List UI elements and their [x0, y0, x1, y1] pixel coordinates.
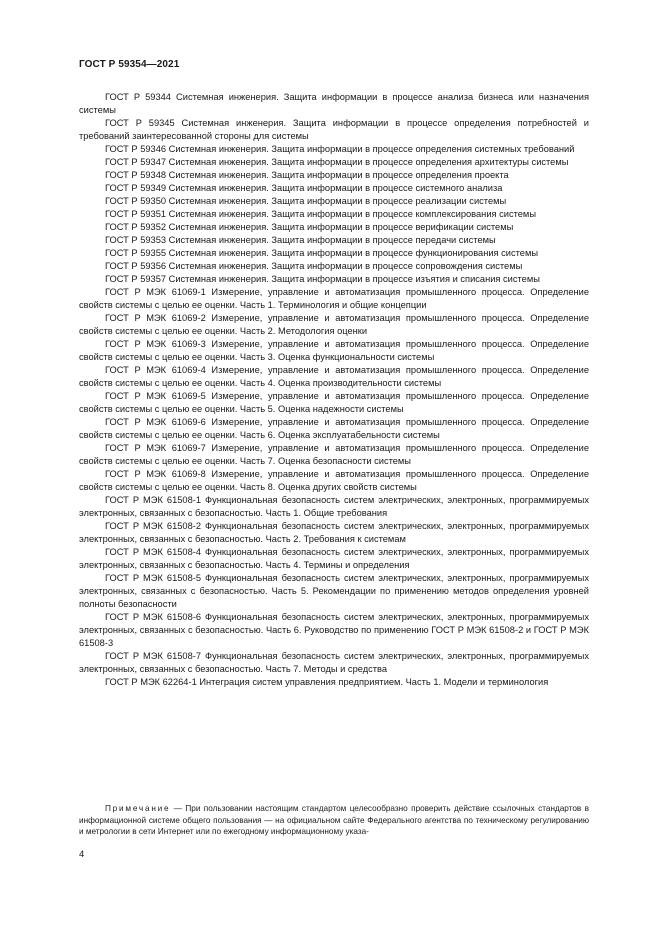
reference-item: ГОСТ Р МЭК 61069-4 Измерение, управление и автоматизация промышленного процесса. Определение свойств системы с целью ее оценки. Часть 4. Оценка производительности системы: [79, 365, 589, 388]
reference-item: ГОСТ Р 59352 Системная инженерия. Защита информации в процессе верификации системы: [105, 222, 514, 232]
reference-item: ГОСТ Р 59355 Системная инженерия. Защита информации в процессе функционирования системы: [105, 248, 539, 258]
reference-item: ГОСТ Р МЭК 61069-3 Измерение, управление и автоматизация промышленного процесса. Определение свойств системы с целью ее оценки. Часть 3. Оценка функциональности системы: [79, 339, 589, 362]
note-text: — При пользовании настоящим стандартом целесообразно проверить действие ссылочных стандартов в информационной системе общего пользования — на официальном сайте Федерального агентства по техническому регулированию и метрологии в сети Интернет или по ежегодному информационному указа-: [79, 804, 589, 836]
note-label: Примечание: [105, 804, 171, 813]
reference-item: ГОСТ Р МЭК 61069-7 Измерение, управление и автоматизация промышленного процесса. Определение свойств системы с целью ее оценки. Часть 7. Оценка безопасности системы: [79, 443, 589, 466]
reference-item: ГОСТ Р МЭК 61069-5 Измерение, управление и автоматизация промышленного процесса. Определение свойств системы с целью ее оценки. Часть 5. Оценка надежности системы: [79, 391, 589, 414]
reference-item: ГОСТ Р 59353 Системная инженерия. Защита информации в процессе передачи системы: [105, 235, 496, 245]
reference-item: ГОСТ Р 59346 Системная инженерия. Защита информации в процессе определения системных требований: [105, 144, 575, 154]
reference-item: ГОСТ Р 59356 Системная инженерия. Защита информации в процессе сопровождения системы: [105, 261, 523, 271]
reference-item: ГОСТ Р МЭК 61508-2 Функциональная безопасность систем электрических, электронных, программируемых электронных, связанных с безопасностью. Часть 2. Требования к системам: [79, 521, 589, 544]
reference-item: ГОСТ Р 59344 Системная инженерия. Защита информации в процессе анализа бизнеса или назначения системы: [79, 92, 589, 115]
reference-item: ГОСТ Р МЭК 61508-7 Функциональная безопасность систем электрических, электронных, программируемых электронных, связанных с безопасностью. Часть 7. Методы и средства: [79, 651, 589, 674]
reference-item: ГОСТ Р МЭК 61069-2 Измерение, управление и автоматизация промышленного процесса. Определение свойств системы с целью ее оценки. Часть 2. Методология оценки: [79, 313, 589, 336]
reference-item: ГОСТ Р МЭК 61508-1 Функциональная безопасность систем электрических, электронных, программируемых электронных, связанных с безопасностью. Часть 1. Общие требования: [79, 495, 589, 518]
note-paragraph: [79, 803, 589, 838]
reference-item: ГОСТ Р МЭК 61069-6 Измерение, управление и автоматизация промышленного процесса. Определение свойств системы с целью ее оценки. Часть 6. Оценка эксплуатабельности системы: [79, 417, 589, 440]
reference-item: ГОСТ Р 59349 Системная инженерия. Защита информации в процессе системного анализа: [105, 183, 503, 193]
reference-item: ГОСТ Р МЭК 61069-8 Измерение, управление и автоматизация промышленного процесса. Определение свойств системы с целью ее оценки. Часть 8. Оценка других свойств системы: [79, 469, 589, 492]
reference-item: ГОСТ Р 59347 Системная инженерия. Защита информации в процессе определения архитектуры системы: [105, 157, 569, 167]
reference-item: ГОСТ Р МЭК 61508-6 Функциональная безопасность систем электрических, электронных, программируемых электронных, связанных с безопасностью. Часть 6. Руководство по применению ГОСТ Р МЭК 61508-2 и ГОСТ Р МЭК 61508-3: [79, 612, 589, 648]
reference-item: ГОСТ Р МЭК 61508-5 Функциональная безопасность систем электрических, электронных, программируемых электронных, связанных с безопасностью. Часть 5. Рекомендации по применению методов определения уровней полноты безопасности: [79, 573, 589, 609]
reference-item: ГОСТ Р 59350 Системная инженерия. Защита информации в процессе реализации системы: [105, 196, 507, 206]
reference-item: ГОСТ Р МЭК 61508-4 Функциональная безопасность систем электрических, электронных, программируемых электронных, связанных с безопасностью. Часть 4. Термины и определения: [79, 547, 589, 570]
reference-item: ГОСТ Р 59345 Системная инженерия. Защита информации в процессе определения потребностей и требований заинтересованной стороны для системы: [79, 118, 589, 141]
reference-item: ГОСТ Р 59351 Системная инженерия. Защита информации в процессе комплексирования системы: [105, 209, 537, 219]
reference-item: ГОСТ Р МЭК 61069-1 Измерение, управление и автоматизация промышленного процесса. Определение свойств системы с целью ее оценки. Часть 1. Терминология и общие концепции: [79, 287, 589, 310]
reference-item: ГОСТ Р 59357 Системная инженерия. Защита информации в процессе изъятия и списания системы: [105, 274, 540, 284]
reference-list: [79, 91, 589, 689]
page-number: 4: [79, 849, 85, 860]
document-header: ГОСТ Р 59354—2021: [79, 59, 180, 70]
reference-item: ГОСТ Р 59348 Системная инженерия. Защита информации в процессе определения проекта: [105, 170, 509, 180]
reference-item: ГОСТ Р МЭК 62264-1 Интеграция систем управления предприятием. Часть 1. Модели и терминология: [105, 677, 549, 687]
